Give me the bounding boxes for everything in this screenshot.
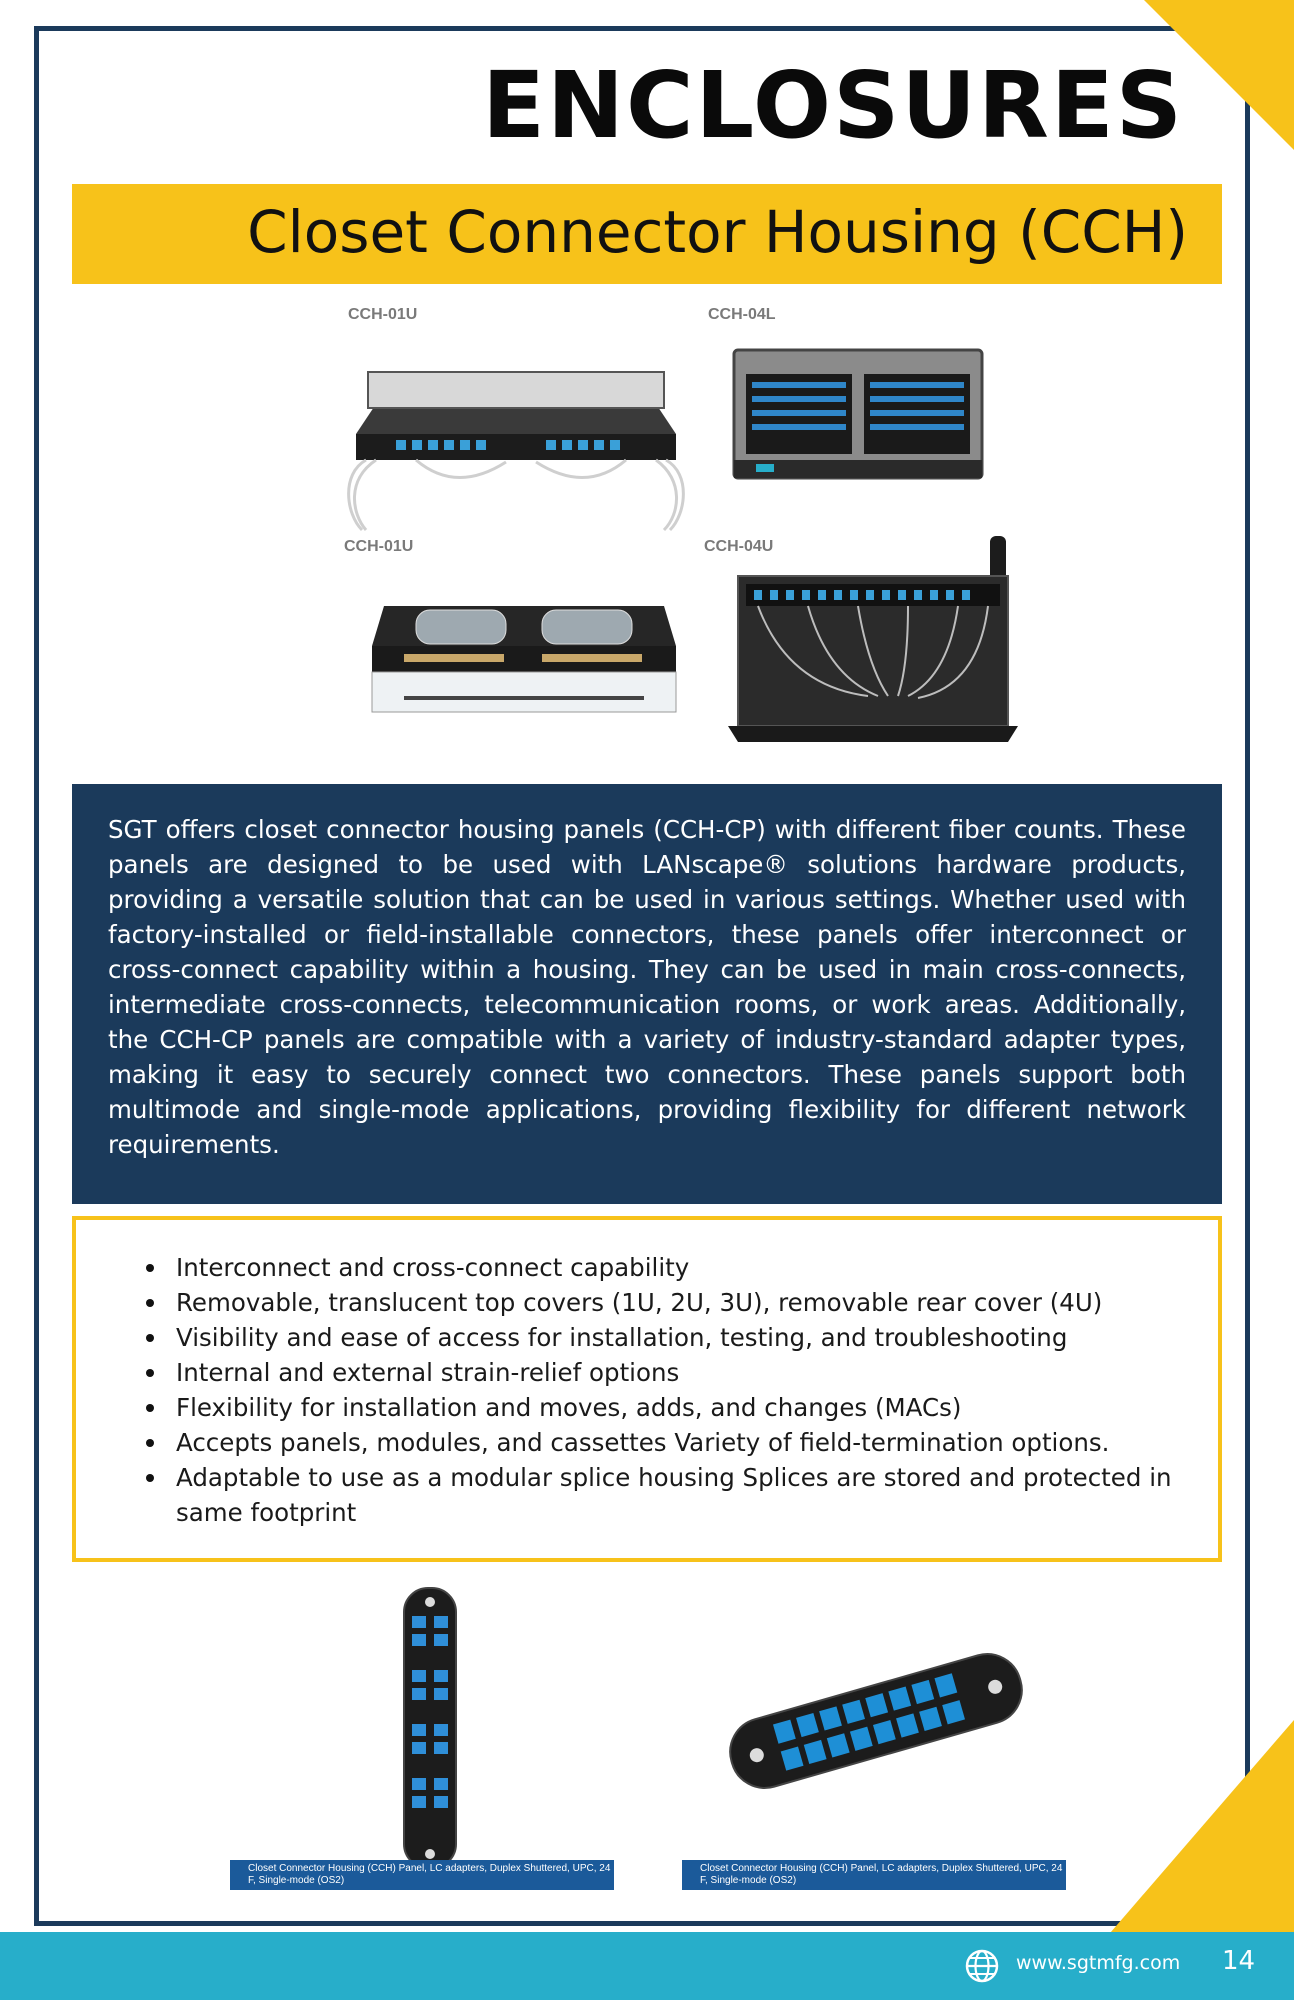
cch-01u-splice-drawer-image (364, 596, 684, 722)
website-link[interactable]: www.sgtmfg.com (1016, 1952, 1181, 1974)
subtitle-bar (72, 184, 1222, 284)
feature-item: Visibility and ease of access for installation, testing, and troubleshooting (146, 1320, 1198, 1355)
product-label-cch-01u-b: CCH-01U (344, 538, 414, 555)
product-label-cch-04u: CCH-04U (704, 538, 774, 555)
cch-panel-vertical-image (402, 1586, 458, 1870)
feature-item: Internal and external strain-relief options (146, 1355, 1198, 1390)
feature-item: Removable, translucent top covers (1U, 2U, 3U), removable rear cover (4U) (146, 1285, 1198, 1320)
page-subtitle: Closet Connector Housing (CCH) (247, 198, 1188, 266)
product-label-cch-04l: CCH-04L (708, 306, 776, 323)
product-label-cch-01u-a: CCH-01U (348, 306, 418, 323)
panel-caption-left: Closet Connector Housing (CCH) Panel, LC adapters, Duplex Shuttered, UPC, 24 F, Single-mode (OS2) (230, 1860, 614, 1890)
footer-bar (0, 1932, 1294, 2000)
cch-04u-chassis-image (728, 536, 1028, 746)
cch-01u-drawer-image (336, 344, 696, 534)
features-box (72, 1216, 1222, 1562)
page-title: ENCLOSURES (482, 52, 1184, 159)
cch-04l-chassis-image (728, 344, 988, 484)
feature-item: Interconnect and cross-connect capability (146, 1250, 1198, 1285)
description-text: SGT offers closet connector housing panels (CCH-CP) with different fiber counts. These panels are designed to be used with LANscape® solutions hardware products, providing a versatile solution that can be used in various settings. Whether used with factory-installed or field-installable connectors, these panels offer interconnect or cross-connect capability within a housing. They can be used in main cross-connects, intermediate cross-connects, telecommunication rooms, or work areas. Additionally, the CCH-CP panels are compatible with a variety of industry-standard adapter types, making it easy to securely connect two connectors. These panels support both multimode and single-mode applications, providing flexibility for different network requirements. (108, 815, 1186, 1159)
corner-accent-bottom (1104, 1720, 1294, 1940)
page-number: 14 (1222, 1946, 1256, 1976)
globe-icon (964, 1948, 1000, 1984)
panel-caption-right: Closet Connector Housing (CCH) Panel, LC adapters, Duplex Shuttered, UPC, 24 F, Single-mode (OS2) (682, 1860, 1066, 1890)
description-box (72, 784, 1222, 1204)
feature-list (136, 1250, 1198, 1530)
cch-panel-angled-image (716, 1626, 1036, 1816)
feature-item: Flexibility for installation and moves, adds, and changes (MACs) (146, 1390, 1198, 1425)
feature-item: Accepts panels, modules, and cassettes Variety of field-termination options. (146, 1425, 1198, 1460)
feature-item: Adaptable to use as a modular splice housing Splices are stored and protected in same footprint (146, 1460, 1198, 1530)
